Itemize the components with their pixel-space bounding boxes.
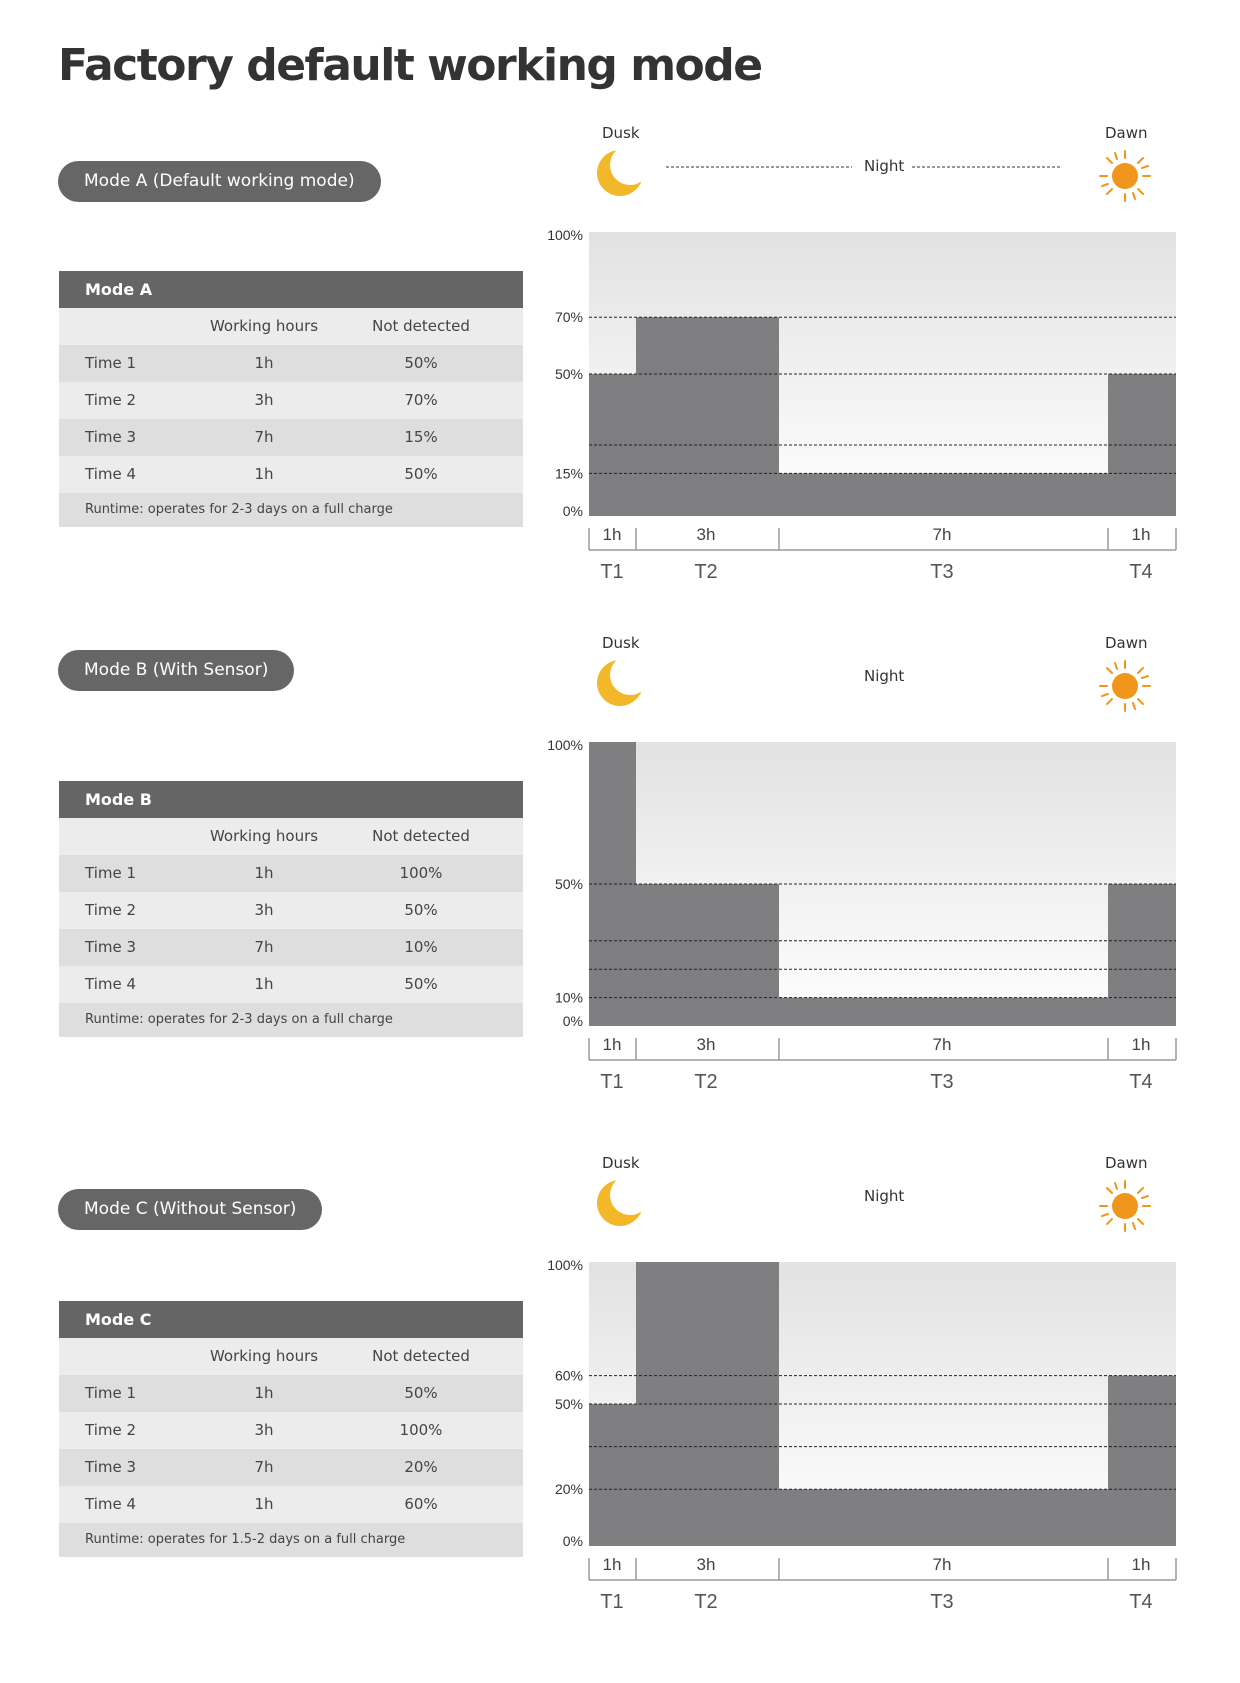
- night-label: Night: [864, 157, 905, 175]
- x-tick-label: T2: [694, 1071, 718, 1093]
- row-hours: 1h: [254, 975, 274, 993]
- y-tick-label: 0%: [562, 1013, 583, 1029]
- bar-t3: [779, 1489, 1108, 1546]
- y-tick-label: 100%: [547, 227, 583, 243]
- dusk-label: Dusk: [602, 124, 640, 142]
- row-label: Time 4: [85, 1495, 137, 1513]
- bar-t4: [1108, 884, 1176, 1026]
- bar-t2: [636, 884, 779, 1026]
- chart: [0, 640, 1240, 1140]
- mode-section-a: [0, 124, 1240, 630]
- row-label: Time 2: [85, 901, 137, 919]
- y-tick-label: 70%: [554, 309, 583, 326]
- bar-t3: [779, 473, 1108, 516]
- duration-label: 1h: [602, 525, 622, 544]
- header-not-detected: Not detected: [372, 1347, 470, 1365]
- y-tick-label: 100%: [547, 737, 583, 753]
- table-title: Mode B: [59, 781, 523, 818]
- x-tick-label: T2: [694, 561, 718, 583]
- dusk-label: Dusk: [602, 634, 640, 652]
- x-tick-label: T4: [1129, 1071, 1153, 1093]
- duration-label: 7h: [932, 525, 952, 544]
- row-label: Time 3: [85, 428, 137, 446]
- page-title: Factory default working mode: [58, 40, 762, 91]
- x-tick-label: T1: [600, 1071, 624, 1093]
- row-not-detected: 50%: [404, 901, 438, 919]
- row-not-detected: 70%: [404, 391, 438, 409]
- y-tick-label: 100%: [547, 1257, 583, 1273]
- row-hours: 3h: [254, 1421, 274, 1439]
- header-working-hours: Working hours: [209, 1347, 319, 1365]
- runtime-note: Runtime: operates for 1.5-2 days on a full charge: [59, 1523, 523, 1557]
- mode-pill: Mode A (Default working mode): [58, 161, 381, 202]
- duration-label: 1h: [602, 1555, 622, 1574]
- row-not-detected: 100%: [399, 864, 443, 882]
- x-tick-label: T3: [930, 1071, 954, 1093]
- runtime-note: Runtime: operates for 2-3 days on a full charge: [59, 493, 523, 527]
- row-label: Time 1: [85, 864, 137, 882]
- row-label: Time 1: [85, 1384, 137, 1402]
- duration-label: 1h: [1131, 525, 1151, 544]
- night-label: Night: [864, 667, 905, 685]
- row-not-detected: 15%: [404, 428, 438, 446]
- table-title: Mode A: [59, 271, 523, 308]
- header-not-detected: Not detected: [372, 317, 470, 335]
- header-working-hours: Working hours: [209, 827, 319, 845]
- dawn-label: Dawn: [1105, 124, 1148, 142]
- x-tick-label: T4: [1129, 561, 1153, 583]
- x-tick-label: T1: [600, 561, 624, 583]
- y-tick-label: 20%: [554, 1481, 583, 1498]
- row-not-detected: 50%: [404, 465, 438, 483]
- row-not-detected: 20%: [404, 1458, 438, 1476]
- runtime-note: Runtime: operates for 2-3 days on a full charge: [59, 1003, 523, 1037]
- y-tick-label: 0%: [562, 1533, 583, 1549]
- bar-t2: [636, 317, 779, 516]
- x-tick-label: T3: [930, 561, 954, 583]
- y-tick-label: 15%: [554, 465, 583, 482]
- header-not-detected: Not detected: [372, 827, 470, 845]
- chart: [0, 130, 1240, 630]
- row-label: Time 3: [85, 1458, 137, 1476]
- table-title: Mode C: [59, 1301, 523, 1338]
- header-working-hours: Working hours: [209, 317, 319, 335]
- row-not-detected: 100%: [399, 1421, 443, 1439]
- y-tick-label: 10%: [554, 989, 583, 1006]
- x-tick-label: T3: [930, 1591, 954, 1613]
- duration-label: 3h: [696, 1555, 716, 1574]
- row-label: Time 3: [85, 938, 137, 956]
- row-label: Time 1: [85, 354, 137, 372]
- dawn-label: Dawn: [1105, 1154, 1148, 1172]
- row-label: Time 4: [85, 465, 137, 483]
- mode-pill: Mode C (Without Sensor): [58, 1189, 322, 1230]
- x-tick-label: T2: [694, 1591, 718, 1613]
- row-hours: 1h: [254, 1495, 274, 1513]
- row-label: Time 4: [85, 975, 137, 993]
- mode-section-c: [0, 1154, 1240, 1660]
- row-not-detected: 50%: [404, 975, 438, 993]
- row-not-detected: 50%: [404, 354, 438, 372]
- mode-pill: Mode B (With Sensor): [58, 650, 294, 691]
- y-tick-label: 0%: [562, 503, 583, 519]
- chart: [0, 1160, 1240, 1660]
- night-label: Night: [864, 1187, 905, 1205]
- duration-label: 1h: [602, 1035, 622, 1054]
- row-label: Time 2: [85, 391, 137, 409]
- duration-label: 3h: [696, 1035, 716, 1054]
- dusk-label: Dusk: [602, 1154, 640, 1172]
- bar-t1: [589, 1404, 636, 1546]
- row-hours: 1h: [254, 864, 274, 882]
- duration-label: 3h: [696, 525, 716, 544]
- row-hours: 1h: [254, 465, 274, 483]
- row-not-detected: 50%: [404, 1384, 438, 1402]
- row-not-detected: 10%: [404, 938, 438, 956]
- row-hours: 7h: [254, 938, 274, 956]
- row-hours: 1h: [254, 354, 274, 372]
- row-hours: 7h: [254, 428, 274, 446]
- row-hours: 7h: [254, 1458, 274, 1476]
- bar-t3: [779, 998, 1108, 1026]
- y-tick-label: 60%: [554, 1367, 583, 1384]
- dawn-label: Dawn: [1105, 634, 1148, 652]
- y-tick-label: 50%: [554, 366, 583, 382]
- bar-t4: [1108, 1376, 1176, 1546]
- duration-label: 7h: [932, 1555, 952, 1574]
- row-label: Time 2: [85, 1421, 137, 1439]
- row-hours: 3h: [254, 391, 274, 409]
- row-not-detected: 60%: [404, 1495, 438, 1513]
- y-tick-label: 50%: [554, 1396, 583, 1412]
- bar-t2: [636, 1262, 779, 1546]
- x-tick-label: T4: [1129, 1591, 1153, 1613]
- duration-label: 1h: [1131, 1555, 1151, 1574]
- row-hours: 3h: [254, 901, 274, 919]
- mode-section-b: [0, 634, 1240, 1140]
- x-tick-label: T1: [600, 1591, 624, 1613]
- duration-label: 1h: [1131, 1035, 1151, 1054]
- y-tick-label: 50%: [554, 876, 583, 892]
- duration-label: 7h: [932, 1035, 952, 1054]
- row-hours: 1h: [254, 1384, 274, 1402]
